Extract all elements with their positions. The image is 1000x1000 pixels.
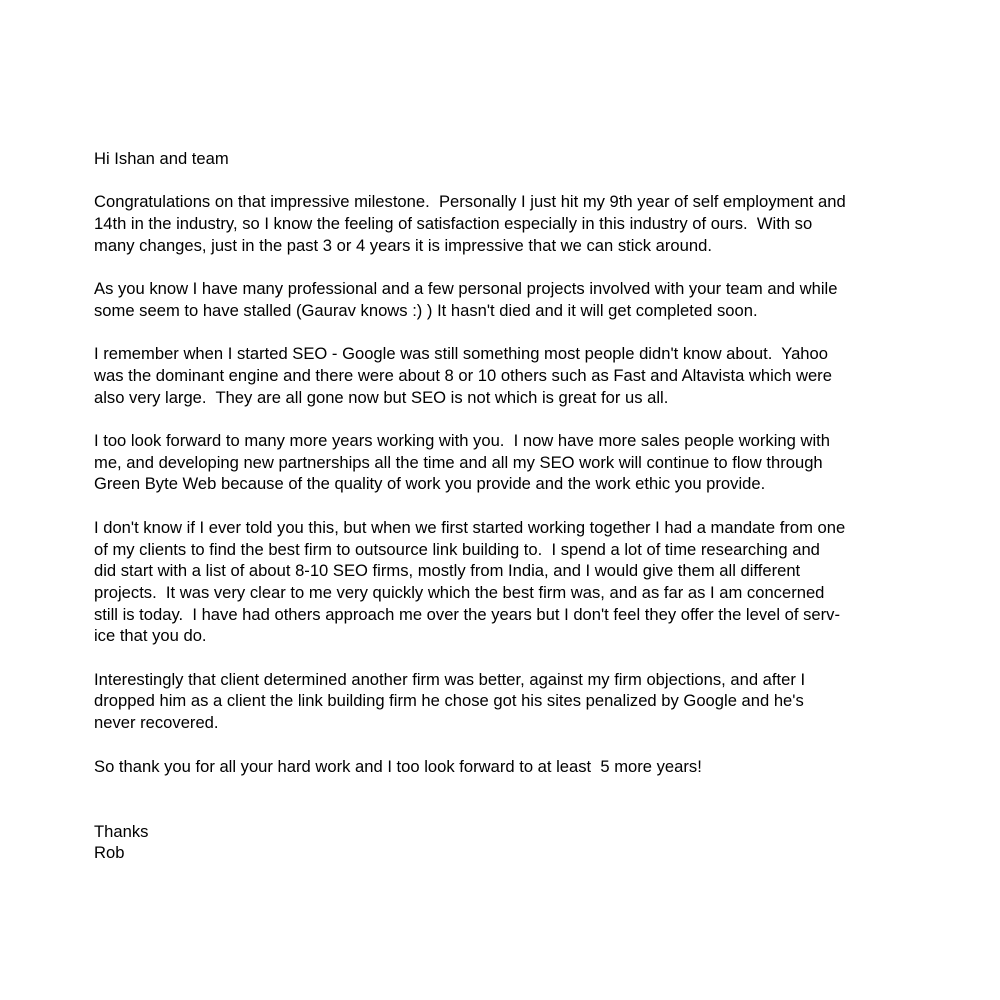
signature-name: Rob: [94, 843, 125, 863]
paragraph-line: some seem to have stalled (Gaurav knows :) ) It hasn't died and it will get completed soon.: [94, 300, 758, 320]
paragraph-line: I remember when I started SEO - Google was still something most people didn't know about. Yahoo: [94, 344, 828, 364]
paragraph-line: As you know I have many professional and a few personal projects involved with your team and while: [94, 279, 838, 299]
letter-body: [94, 148, 924, 864]
paragraph-line: Congratulations on that impressive milestone. Personally I just hit my 9th year of self employment and: [94, 192, 846, 212]
paragraph-line: I too look forward to many more years working with you. I now have more sales people working with: [94, 431, 830, 451]
paragraph-line: dropped him as a client the link building firm he chose got his sites penalized by Google and he's: [94, 691, 804, 711]
paragraph-line: still is today. I have had others approach me over the years but I don't feel they offer the level of serv-: [94, 604, 840, 624]
paragraph-1: [94, 191, 924, 256]
paragraph-line: me, and developing new partnerships all the time and all my SEO work will continue to flow through: [94, 452, 823, 472]
paragraph-line: I don't know if I ever told you this, but when we first started working together I had a mandate from one: [94, 517, 846, 537]
paragraph-4: [94, 430, 924, 495]
paragraph-2: [94, 278, 924, 321]
paragraph-line: many changes, just in the past 3 or 4 years it is impressive that we can stick around.: [94, 235, 712, 255]
paragraph-3: [94, 343, 924, 408]
paragraph-line: never recovered.: [94, 713, 219, 733]
greeting: Hi Ishan and team: [94, 149, 229, 168]
paragraph-line: also very large. They are all gone now but SEO is not which is great for us all.: [94, 387, 669, 407]
paragraph-line: Green Byte Web because of the quality of work you provide and the work ethic you provide.: [94, 474, 766, 494]
paragraph-line: 14th in the industry, so I know the feeling of satisfaction especially in this industry of ours. With so: [94, 214, 813, 234]
paragraph-5: [94, 517, 924, 647]
paragraph-line: So thank you for all your hard work and I too look forward to at least 5 more years!: [94, 756, 702, 776]
paragraph-line: projects. It was very clear to me very quickly which the best firm was, and as far as I am concerned: [94, 582, 825, 602]
paragraph-line: was the dominant engine and there were about 8 or 10 others such as Fast and Altavista which were: [94, 365, 832, 385]
paragraph-6: [94, 669, 924, 734]
paragraph-line: did start with a list of about 8-10 SEO firms, mostly from India, and I would give them all different: [94, 561, 801, 581]
paragraph-line: of my clients to find the best firm to outsource link building to. I spend a lot of time researching and: [94, 539, 820, 559]
closing-text: Thanks: [94, 821, 149, 841]
paragraph-7: [94, 756, 924, 778]
paragraph-line: Interestingly that client determined another firm was better, against my firm objections, and after I: [94, 669, 806, 689]
sign-off: [94, 821, 924, 864]
paragraph-line: ice that you do.: [94, 626, 207, 646]
